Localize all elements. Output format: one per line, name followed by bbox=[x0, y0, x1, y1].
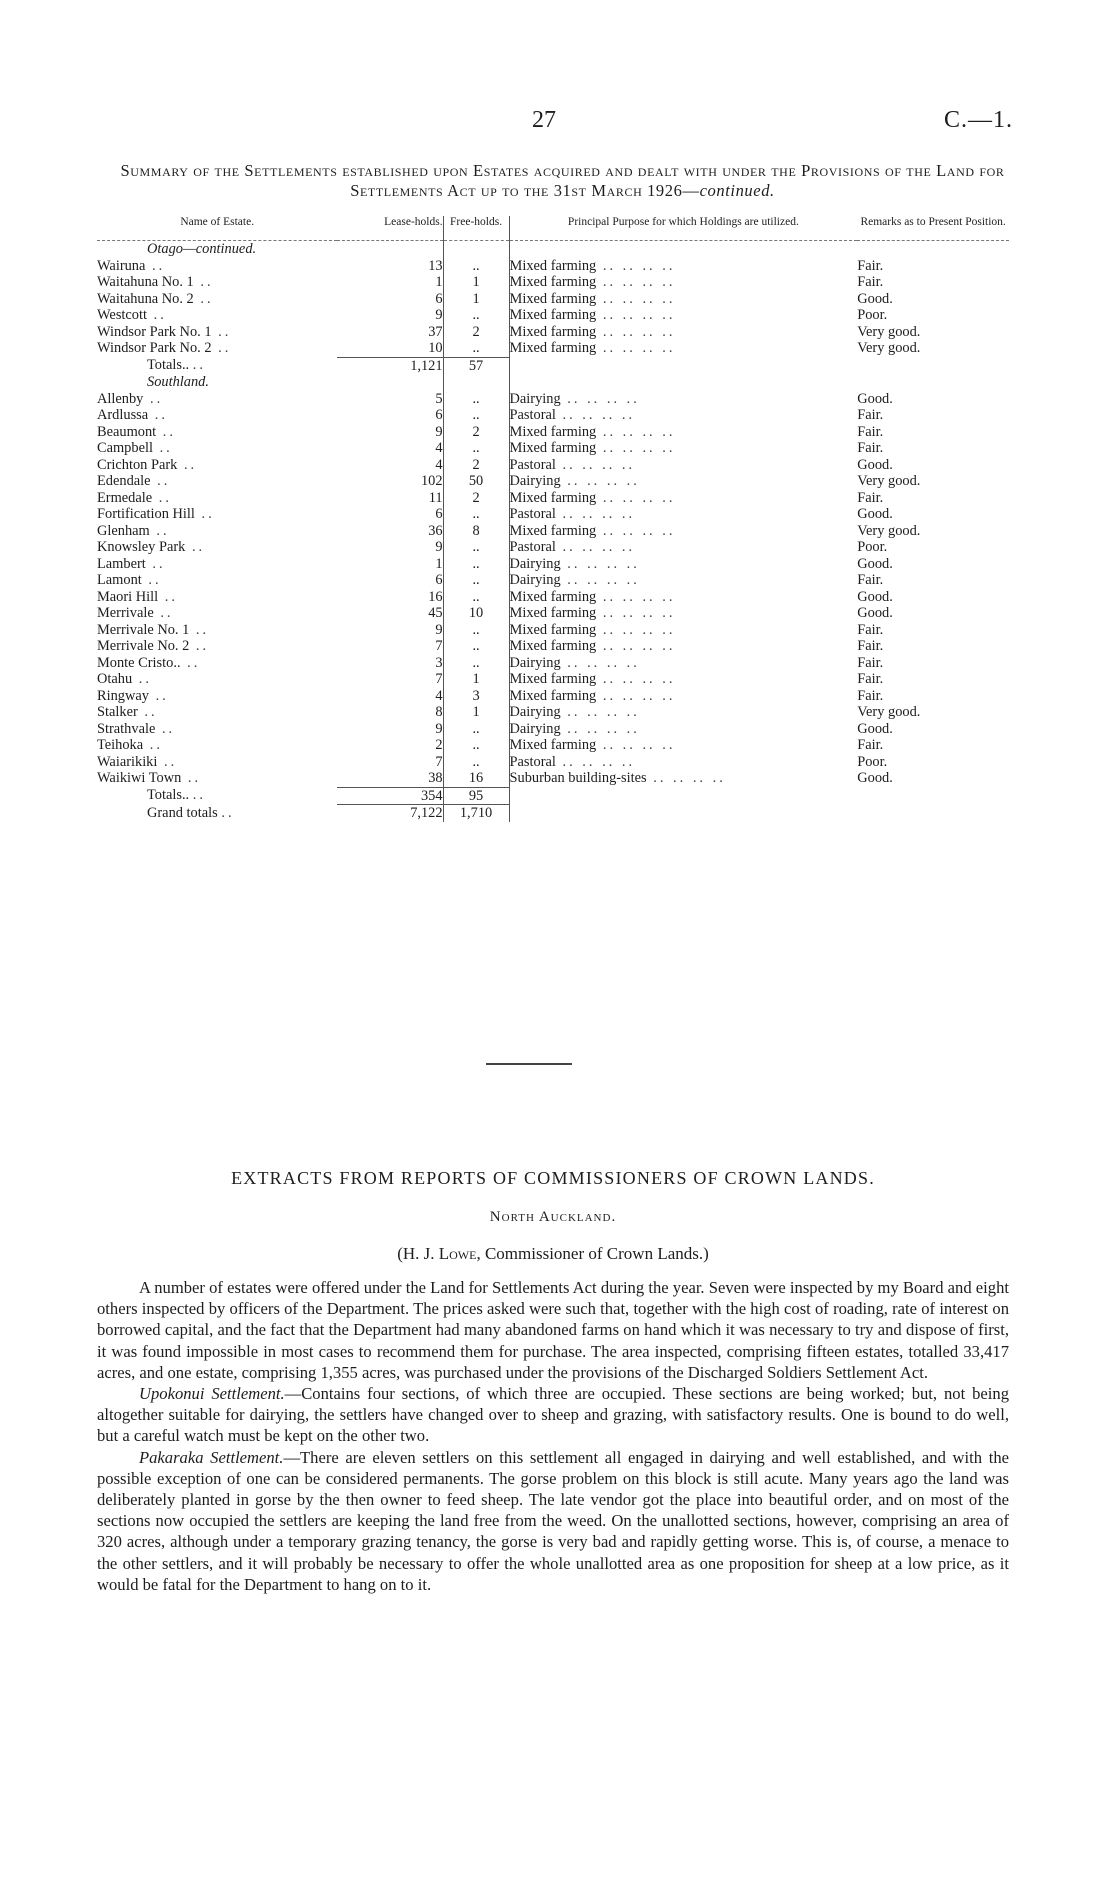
purpose-value: Mixed farming .. .. .. .. bbox=[509, 323, 676, 340]
totals-leaseholds: 354 bbox=[337, 787, 443, 805]
table-row bbox=[97, 704, 1009, 721]
table-row bbox=[97, 638, 1009, 655]
commissioner-line: (H. J. Lowe, Commissioner of Crown Lands.) bbox=[397, 1244, 709, 1263]
region-title: North Auckland. bbox=[489, 1209, 617, 1225]
leaseholds-value: 6 bbox=[337, 506, 443, 523]
leaseholds-value: 4 bbox=[337, 440, 443, 457]
estate-name: Fortification Hill .. bbox=[97, 506, 215, 522]
southland-section bbox=[97, 374, 1009, 787]
leaseholds-value: 8 bbox=[337, 704, 443, 721]
freeholds-value: .. bbox=[443, 440, 509, 457]
purpose-value: Dairying .. .. .. .. bbox=[509, 654, 640, 671]
purpose-value: Mixed farming .. .. .. .. bbox=[509, 257, 676, 274]
remarks-value: Fair. bbox=[857, 671, 884, 687]
freeholds-value: 1 bbox=[443, 704, 509, 721]
freeholds-value: .. bbox=[443, 589, 509, 606]
column-header-name: Name of Estate. bbox=[97, 216, 337, 241]
purpose-value: Pastoral .. .. .. .. bbox=[509, 456, 636, 473]
estate-name: Waitahuna No. 2 .. bbox=[97, 290, 214, 307]
freeholds-value: .. bbox=[443, 258, 509, 275]
table-row bbox=[97, 424, 1009, 441]
table-row bbox=[97, 440, 1009, 457]
grand-totals-leaseholds: 7,122 bbox=[337, 805, 443, 822]
purpose-value: Mixed farming .. .. .. .. bbox=[509, 605, 676, 621]
table-row bbox=[97, 556, 1009, 573]
freeholds-value: .. bbox=[443, 340, 509, 357]
freeholds-value: .. bbox=[443, 655, 509, 672]
estate-name: Knowsley Park .. bbox=[97, 539, 206, 555]
purpose-value: Mixed farming .. .. .. .. bbox=[509, 588, 676, 605]
purpose-value: Dairying .. .. .. .. bbox=[509, 390, 640, 407]
estate-name: Stalker .. bbox=[97, 704, 158, 720]
column-header-remarks: Remarks as to Present Position. bbox=[857, 216, 1009, 241]
freeholds-value: 50 bbox=[443, 473, 509, 490]
estate-name: Windsor Park No. 2 .. bbox=[97, 340, 232, 356]
estate-name: Glenham .. bbox=[97, 522, 170, 539]
estate-name: Merrivale .. bbox=[97, 605, 174, 621]
settlements-table bbox=[97, 216, 1009, 822]
freeholds-value: .. bbox=[443, 506, 509, 523]
remarks-value: Good. bbox=[857, 770, 893, 786]
table-row bbox=[97, 324, 1009, 341]
freeholds-value: 16 bbox=[443, 770, 509, 787]
freeholds-value: .. bbox=[443, 737, 509, 754]
purpose-value: Mixed farming .. .. .. .. bbox=[509, 290, 676, 307]
purpose-value: Dairying .. .. .. .. bbox=[509, 720, 640, 737]
summary-title-main: Summary of the Settlements established upon Estates acquired and dealt with under the Provisions of the Land for Settlements Act up to the 31st March 1926— bbox=[120, 161, 1005, 200]
purpose-value: Mixed farming .. .. .. .. bbox=[509, 671, 676, 687]
column-header-leaseholds: Lease-holds. bbox=[337, 216, 443, 241]
totals-label: Totals.. .. bbox=[147, 357, 206, 373]
totals-label: Totals.. .. bbox=[147, 787, 206, 803]
table-row bbox=[97, 688, 1009, 705]
page-number: 27 bbox=[532, 107, 556, 133]
table-row bbox=[97, 605, 1009, 622]
leaseholds-value: 4 bbox=[337, 457, 443, 474]
remarks-value: Fair. bbox=[857, 572, 884, 588]
freeholds-value: 10 bbox=[443, 605, 509, 622]
table-row bbox=[97, 457, 1009, 474]
table-row bbox=[97, 307, 1009, 324]
purpose-value: Pastoral .. .. .. .. bbox=[509, 753, 636, 770]
freeholds-value: .. bbox=[443, 754, 509, 771]
leaseholds-value: 4 bbox=[337, 688, 443, 705]
table-row bbox=[97, 274, 1009, 291]
estate-name: Allenby .. bbox=[97, 390, 164, 407]
purpose-value: Dairying .. .. .. .. bbox=[509, 572, 640, 588]
totals-row-otago bbox=[97, 357, 1009, 374]
estate-name: Beaumont .. bbox=[97, 423, 176, 440]
leaseholds-value: 7 bbox=[337, 754, 443, 771]
estate-name: Strathvale .. bbox=[97, 720, 176, 737]
paragraph-pakaraka: Pakaraka Settlement.—There are eleven settlers on this settlement all engaged in dairying and well established, and with the possible exception of one can be considered permanents. The gorse problem on this block is still acute. Many years ago the land was deliberately planted in gorse by the then owner to feed sheep. The late vendor got the place into beautiful order, and on most of the sections now occupied the settlers are keeping the land free from the weed. On the unallotted sections, however, comprising an area of 320 acres, although under a temporary grazing tenancy, the gorse is very bad and rapidly getting worse. This is, of course, a menace to the other settlers, and it will probably be necessary to offer the whole unallotted area as one proposition for sheep at a low price, as it would be fatal for the Department to hang on to it. bbox=[97, 1447, 1009, 1594]
estate-name: Otahu .. bbox=[97, 671, 152, 687]
settlement-title: Upokonui Settlement. bbox=[139, 1384, 285, 1404]
purpose-value: Mixed farming .. .. .. .. bbox=[509, 638, 676, 654]
estate-name: Ermedale .. bbox=[97, 489, 172, 506]
purpose-value: Mixed farming .. .. .. .. bbox=[509, 274, 676, 290]
estate-name: Crichton Park .. bbox=[97, 456, 198, 473]
remarks-value: Good. bbox=[857, 290, 893, 307]
totals-freeholds: 95 bbox=[443, 787, 509, 805]
estate-name: Waikiwi Town .. bbox=[97, 770, 202, 786]
freeholds-value: 2 bbox=[443, 324, 509, 341]
purpose-value: Mixed farming .. .. .. .. bbox=[509, 423, 676, 440]
freeholds-value: .. bbox=[443, 572, 509, 589]
report-body bbox=[97, 1277, 1009, 1595]
section-divider bbox=[486, 1063, 572, 1065]
purpose-value: Pastoral .. .. .. .. bbox=[509, 506, 636, 522]
remarks-value: Very good. bbox=[857, 704, 921, 720]
remarks-value: Good. bbox=[857, 588, 893, 605]
table-row bbox=[97, 754, 1009, 771]
remarks-value: Fair. bbox=[857, 621, 884, 638]
totals-freeholds: 57 bbox=[443, 357, 509, 374]
table-row bbox=[97, 506, 1009, 523]
table-row bbox=[97, 671, 1009, 688]
leaseholds-value: 1 bbox=[337, 274, 443, 291]
leaseholds-value: 11 bbox=[337, 490, 443, 507]
leaseholds-value: 2 bbox=[337, 737, 443, 754]
table-row bbox=[97, 340, 1009, 357]
estate-name: Edendale .. bbox=[97, 473, 171, 489]
estate-name: Merrivale No. 1 .. bbox=[97, 621, 210, 638]
leaseholds-value: 37 bbox=[337, 324, 443, 341]
estate-name: Ardlussa .. bbox=[97, 407, 168, 423]
table-row bbox=[97, 407, 1009, 424]
freeholds-value: .. bbox=[443, 556, 509, 573]
table-row bbox=[97, 622, 1009, 639]
freeholds-value: 1 bbox=[443, 274, 509, 291]
remarks-value: Fair. bbox=[857, 274, 884, 290]
otago-totals bbox=[97, 357, 1009, 374]
purpose-value: Mixed farming .. .. .. .. bbox=[509, 737, 676, 753]
freeholds-value: 1 bbox=[443, 671, 509, 688]
purpose-value: Dairying .. .. .. .. bbox=[509, 473, 640, 489]
column-header-purpose: Principal Purpose for which Holdings are utilized. bbox=[509, 216, 857, 241]
estate-name: Ringway .. bbox=[97, 687, 169, 704]
leaseholds-value: 3 bbox=[337, 655, 443, 672]
region-heading-southland bbox=[97, 374, 1009, 391]
purpose-value: Mixed farming .. .. .. .. bbox=[509, 687, 676, 704]
freeholds-value: 8 bbox=[443, 523, 509, 540]
table-row bbox=[97, 490, 1009, 507]
totals-leaseholds: 1,121 bbox=[337, 357, 443, 374]
extracts-title: EXTRACTS FROM REPORTS OF COMMISSIONERS OF CROWN LANDS. bbox=[231, 1168, 875, 1188]
leaseholds-value: 6 bbox=[337, 572, 443, 589]
otago-section bbox=[97, 241, 1009, 358]
column-header-freeholds: Free-holds. bbox=[443, 216, 509, 241]
table-row bbox=[97, 737, 1009, 754]
remarks-value: Poor. bbox=[857, 307, 888, 323]
region-label: Otago—continued. bbox=[147, 241, 257, 257]
purpose-value: Dairying .. .. .. .. bbox=[509, 704, 640, 720]
remarks-value: Very good. bbox=[857, 340, 921, 356]
table-header-row bbox=[97, 216, 1009, 241]
purpose-value: Pastoral .. .. .. .. bbox=[509, 539, 636, 555]
leaseholds-value: 6 bbox=[337, 291, 443, 308]
estate-name: Westcott .. bbox=[97, 307, 167, 323]
table-row bbox=[97, 391, 1009, 408]
region-label: Southland. bbox=[147, 374, 209, 390]
remarks-value: Fair. bbox=[857, 654, 884, 671]
leaseholds-value: 36 bbox=[337, 523, 443, 540]
remarks-value: Poor. bbox=[857, 753, 888, 770]
freeholds-value: 1 bbox=[443, 291, 509, 308]
table-row bbox=[97, 655, 1009, 672]
leaseholds-value: 13 bbox=[337, 258, 443, 275]
leaseholds-value: 9 bbox=[337, 307, 443, 324]
leaseholds-value: 102 bbox=[337, 473, 443, 490]
leaseholds-value: 1 bbox=[337, 556, 443, 573]
purpose-value: Mixed farming .. .. .. .. bbox=[509, 522, 676, 539]
table-row bbox=[97, 770, 1009, 787]
settlement-title: Pakaraka Settlement. bbox=[139, 1447, 284, 1467]
totals-row-southland bbox=[97, 787, 1009, 805]
freeholds-value: .. bbox=[443, 391, 509, 408]
freeholds-value: 2 bbox=[443, 490, 509, 507]
remarks-value: Poor. bbox=[857, 539, 888, 555]
page-code: C.—1. bbox=[944, 107, 1014, 133]
remarks-value: Good. bbox=[857, 456, 893, 473]
purpose-value: Mixed farming .. .. .. .. bbox=[509, 340, 676, 356]
remarks-value: Fair. bbox=[857, 440, 884, 456]
remarks-value: Good. bbox=[857, 506, 893, 522]
leaseholds-value: 10 bbox=[337, 340, 443, 357]
remarks-value: Fair. bbox=[857, 423, 884, 440]
freeholds-value: .. bbox=[443, 407, 509, 424]
grand-totals-label: Grand totals .. bbox=[147, 804, 235, 821]
paragraph-intro: A number of estates were offered under the Land for Settlements Act during the year. Seven were inspected by my Board and eight others inspected by officers of the Department. The prices asked were such that, together with the high cost of roading, rate of interest on borrowed capital, and the fact that the Department had many abandoned farms on hand which it was necessary to try and dispose of first, it was found impossible in most cases to recommend them for purchase. The area inspected, comprising fifteen estates, totalled 33,417 acres, and one estate, comprising 1,355 acres, was purchased under the provisions of the Discharged Soldiers Settlement Act. bbox=[97, 1278, 1009, 1382]
table-row bbox=[97, 721, 1009, 738]
leaseholds-value: 9 bbox=[337, 539, 443, 556]
freeholds-value: 2 bbox=[443, 457, 509, 474]
leaseholds-value: 9 bbox=[337, 622, 443, 639]
freeholds-value: .. bbox=[443, 307, 509, 324]
leaseholds-value: 9 bbox=[337, 721, 443, 738]
leaseholds-value: 7 bbox=[337, 638, 443, 655]
leaseholds-value: 6 bbox=[337, 407, 443, 424]
remarks-value: Very good. bbox=[857, 323, 921, 340]
remarks-value: Very good. bbox=[857, 473, 921, 489]
table-row bbox=[97, 523, 1009, 540]
table-row bbox=[97, 589, 1009, 606]
estate-name: Lamont .. bbox=[97, 572, 162, 588]
grand-totals-freeholds: 1,710 bbox=[443, 805, 509, 822]
estate-name: Waitahuna No. 1 .. bbox=[97, 274, 214, 290]
table-row bbox=[97, 473, 1009, 490]
freeholds-value: .. bbox=[443, 721, 509, 738]
leaseholds-value: 5 bbox=[337, 391, 443, 408]
remarks-value: Fair. bbox=[857, 257, 884, 274]
leaseholds-value: 38 bbox=[337, 770, 443, 787]
estate-name: Monte Cristo.. .. bbox=[97, 654, 201, 671]
purpose-value: Pastoral .. .. .. .. bbox=[509, 407, 636, 423]
estate-name: Waiarikiki .. bbox=[97, 753, 178, 770]
purpose-value: Suburban building-sites .. .. .. .. bbox=[509, 770, 726, 786]
grand-totals-row bbox=[97, 805, 1009, 822]
estate-name: Maori Hill .. bbox=[97, 588, 178, 605]
remarks-value: Good. bbox=[857, 720, 893, 737]
purpose-value: Mixed farming .. .. .. .. bbox=[509, 440, 676, 456]
estate-name: Windsor Park No. 1 .. bbox=[97, 323, 232, 340]
purpose-value: Mixed farming .. .. .. .. bbox=[509, 621, 676, 638]
estate-name: Campbell .. bbox=[97, 440, 173, 456]
estate-name: Merrivale No. 2 .. bbox=[97, 638, 210, 654]
table-row bbox=[97, 539, 1009, 556]
purpose-value: Mixed farming .. .. .. .. bbox=[509, 489, 676, 506]
remarks-value: Very good. bbox=[857, 522, 921, 539]
leaseholds-value: 9 bbox=[337, 424, 443, 441]
summary-title-tail: continued. bbox=[699, 181, 775, 200]
remarks-value: Fair. bbox=[857, 407, 884, 423]
remarks-value: Fair. bbox=[857, 687, 884, 704]
freeholds-value: .. bbox=[443, 622, 509, 639]
paragraph-upokonui: Upokonui Settlement.—Contains four sections, of which three are occupied. These sections are being worked; but, not being altogether suitable for dairying, the settlers have changed over to sheep and grazing, with satisfactory results. One is bound to do well, but a careful watch must be kept on the other two. bbox=[97, 1384, 1009, 1446]
leaseholds-value: 45 bbox=[337, 605, 443, 622]
remarks-value: Fair. bbox=[857, 737, 884, 753]
freeholds-value: 2 bbox=[443, 424, 509, 441]
freeholds-value: .. bbox=[443, 539, 509, 556]
southland-totals bbox=[97, 787, 1009, 822]
remarks-value: Good. bbox=[857, 605, 893, 621]
remarks-value: Good. bbox=[857, 390, 893, 407]
table-row bbox=[97, 258, 1009, 275]
table-row bbox=[97, 291, 1009, 308]
purpose-value: Dairying .. .. .. .. bbox=[509, 555, 640, 572]
freeholds-value: 3 bbox=[443, 688, 509, 705]
estate-name: Lambert .. bbox=[97, 555, 166, 572]
remarks-value: Good. bbox=[857, 555, 893, 572]
leaseholds-value: 7 bbox=[337, 671, 443, 688]
leaseholds-value: 16 bbox=[337, 589, 443, 606]
purpose-value: Mixed farming .. .. .. .. bbox=[509, 307, 676, 323]
table-row bbox=[97, 572, 1009, 589]
remarks-value: Fair. bbox=[857, 638, 884, 654]
region-heading-otago bbox=[97, 241, 1009, 258]
freeholds-value: .. bbox=[443, 638, 509, 655]
remarks-value: Fair. bbox=[857, 489, 884, 506]
estate-name: Teihoka .. bbox=[97, 737, 163, 753]
summary-title bbox=[110, 161, 1015, 201]
estate-name: Wairuna .. bbox=[97, 257, 166, 274]
